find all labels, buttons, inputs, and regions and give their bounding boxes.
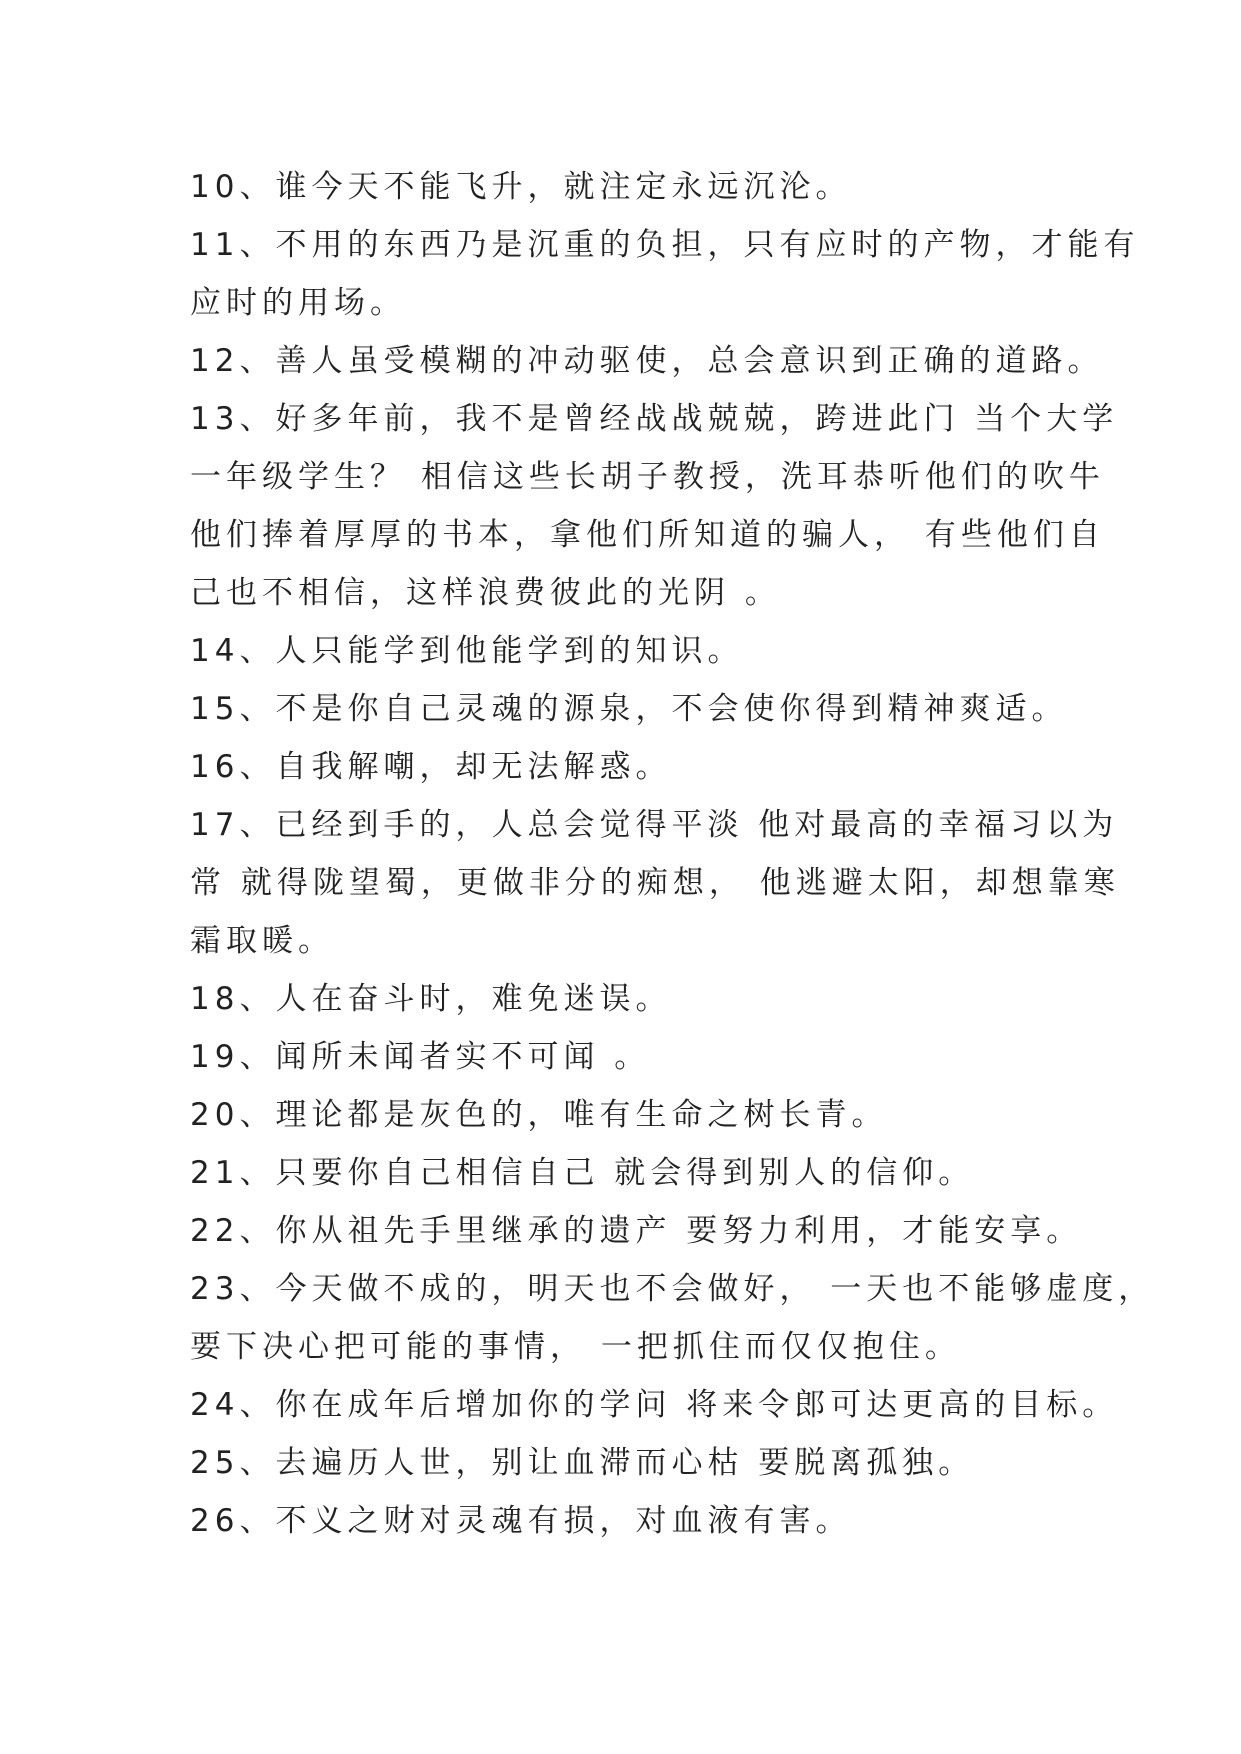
quote-line: 11、不用的东西乃是沉重的负担，只有应时的产物，才能有 — [190, 227, 1140, 263]
quote-line: 己也不相信，这样浪费彼此的光阴 。 — [190, 575, 781, 611]
quote-line: 他们捧着厚厚的书本，拿他们所知道的骗人， 有些他们自 — [190, 517, 1105, 553]
quote-line: 17、已经到手的，人总会觉得平淡 他对最高的幸福习以为 — [190, 807, 1119, 843]
quote-line: 21、只要你自己相信自己 就会得到别人的信仰。 — [190, 1155, 975, 1191]
quote-line: 18、人在奋斗时，难免迷误。 — [190, 981, 672, 1017]
quote-line: 一年级学生？ 相信这些长胡子教授，洗耳恭听他们的吹牛 — [190, 459, 1105, 495]
quote-line: 应时的用场。 — [190, 285, 406, 321]
quote-list — [190, 158, 1155, 1550]
quote-line: 26、不义之财对灵魂有损，对血液有害。 — [190, 1503, 852, 1539]
quote-line: 霜取暖。 — [190, 923, 334, 959]
quote-line: 要下决心把可能的事情， 一把抓住而仅仅抱住。 — [190, 1329, 961, 1365]
quote-line: 13、好多年前，我不是曾经战战兢兢，跨进此门 当个大学 — [190, 401, 1119, 437]
quote-line: 23、今天做不成的，明天也不会做好， 一天也不能够虚度， — [190, 1271, 1155, 1307]
quote-line: 22、你从祖先手里继承的遗产 要努力利用，才能安享。 — [190, 1213, 1083, 1249]
quote-line: 14、人只能学到他能学到的知识。 — [190, 633, 744, 669]
quote-line: 15、不是你自己灵魂的源泉，不会使你得到精神爽适。 — [190, 691, 1068, 727]
quote-line: 20、理论都是灰色的，唯有生命之树长青。 — [190, 1097, 888, 1133]
quote-line: 19、闻所未闻者实不可闻 。 — [190, 1039, 651, 1075]
quote-line: 24、你在成年后增加你的学问 将来令郎可达更高的目标。 — [190, 1387, 1119, 1423]
quote-line: 10、谁今天不能飞升，就注定永远沉沦。 — [190, 169, 852, 205]
quote-line: 12、善人虽受模糊的冲动驱使，总会意识到正确的道路。 — [190, 343, 1104, 379]
quote-line: 25、去遍历人世，别让血滞而心枯 要脱离孤独。 — [190, 1445, 975, 1481]
quote-line: 常 就得陇望蜀，更做非分的痴想， 他逃避太阳，却想靠寒 — [190, 865, 1120, 901]
quote-line: 16、自我解嘲，却无法解惑。 — [190, 749, 672, 785]
